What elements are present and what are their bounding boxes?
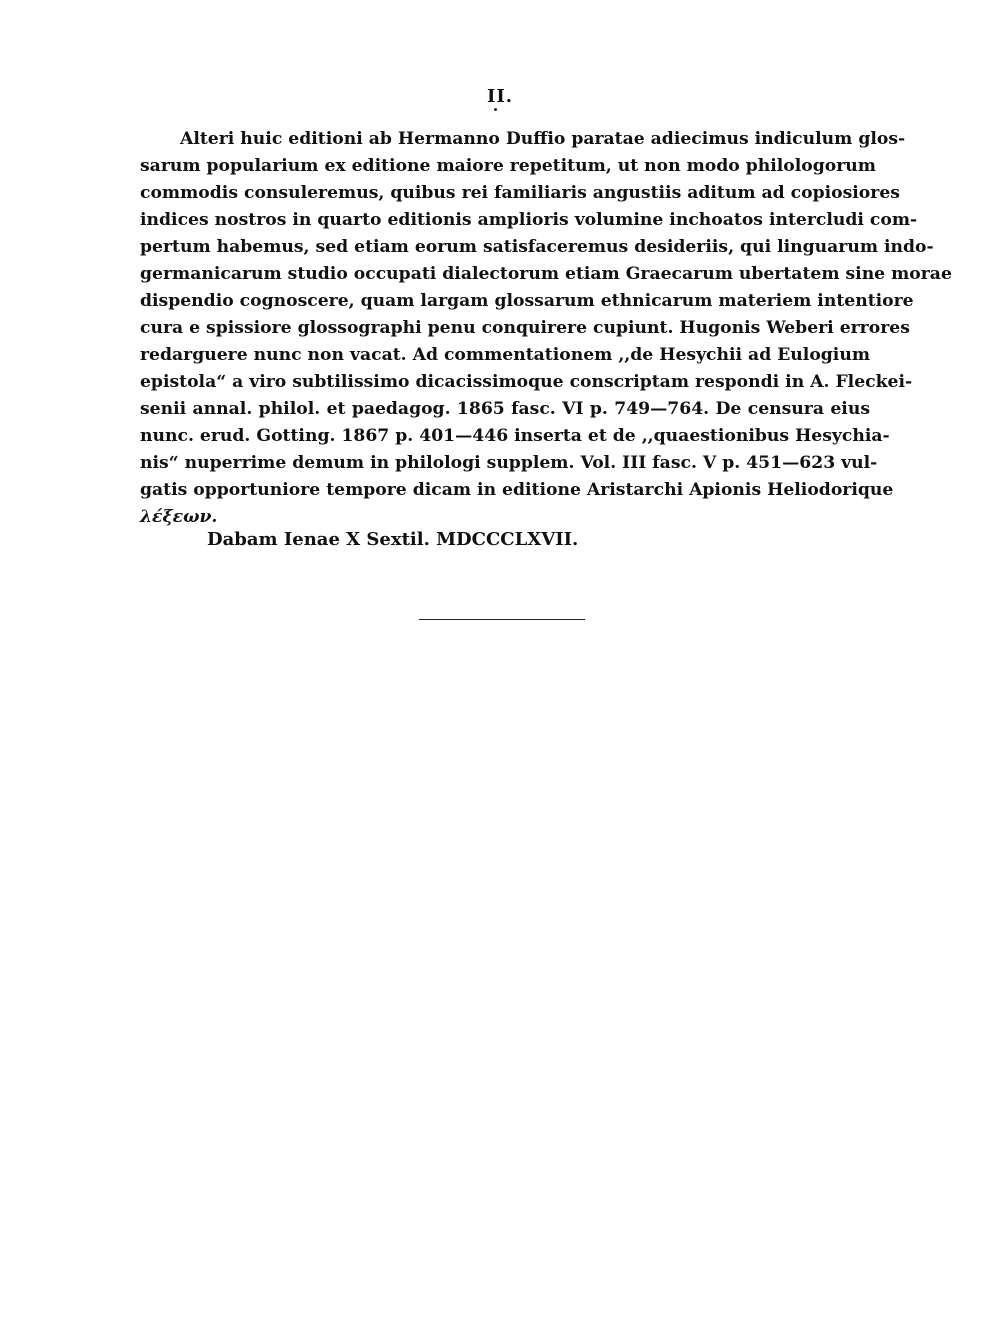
text-line: dispendio cognoscere, quam largam glossarum ethnicarum materiem intentiore	[140, 291, 914, 311]
horizontal-rule	[419, 619, 585, 620]
text-line: nunc. erud. Gotting. 1867 p. 401—446 inserta et de ,,quaestionibus Hesychia-	[140, 426, 890, 446]
text-line: nis“ nuperrime demum in philologi supplem. Vol. III fasc. V p. 451—623 vul-	[140, 453, 878, 473]
text-line: senii annal. philol. et paedagog. 1865 fasc. VI p. 749—764. De censura eius	[140, 399, 870, 419]
text-line: gatis opportuniore tempore dicam in editione Aristarchi Apionis Heliodorique	[140, 480, 894, 500]
text-line: epistola“ a viro subtilissimo dicacissimoque conscriptam respondi in A. Fleckei-	[140, 372, 913, 392]
page-number: II.	[486, 86, 514, 107]
preface-paragraph	[140, 126, 952, 531]
text-line: germanicarum studio occupati dialectorum etiam Graecarum ubertatem sine morae	[140, 264, 952, 284]
text-line: sarum popularium ex editione maiore repetitum, ut non modo philologorum	[140, 156, 876, 176]
greek-word-line: λέξεων.	[140, 507, 218, 527]
text-line: cura e spissiore glossographi penu conquirere cupiunt. Hugonis Weberi errores	[140, 318, 910, 338]
text-line: indices nostros in quarto editionis amplioris volumine inchoatos intercludi com-	[140, 210, 918, 230]
text-line: pertum habemus, sed etiam eorum satisfaceremus desideriis, qui linguarum indo-	[140, 237, 934, 257]
text-line: commodis consuleremus, quibus rei familiaris angustiis aditum ad copiosiores	[140, 183, 900, 203]
text-line: Alteri huic editioni ab Hermanno Duffio paratae adiecimus indiculum glos-	[180, 129, 906, 149]
text-line: redarguere nunc non vacat. Ad commentationem ,,de Hesychii ad Eulogium	[140, 345, 871, 365]
ink-dot	[494, 108, 497, 111]
dating-line: Dabam Ienae X Sextil. MDCCCLXVII.	[207, 529, 579, 550]
